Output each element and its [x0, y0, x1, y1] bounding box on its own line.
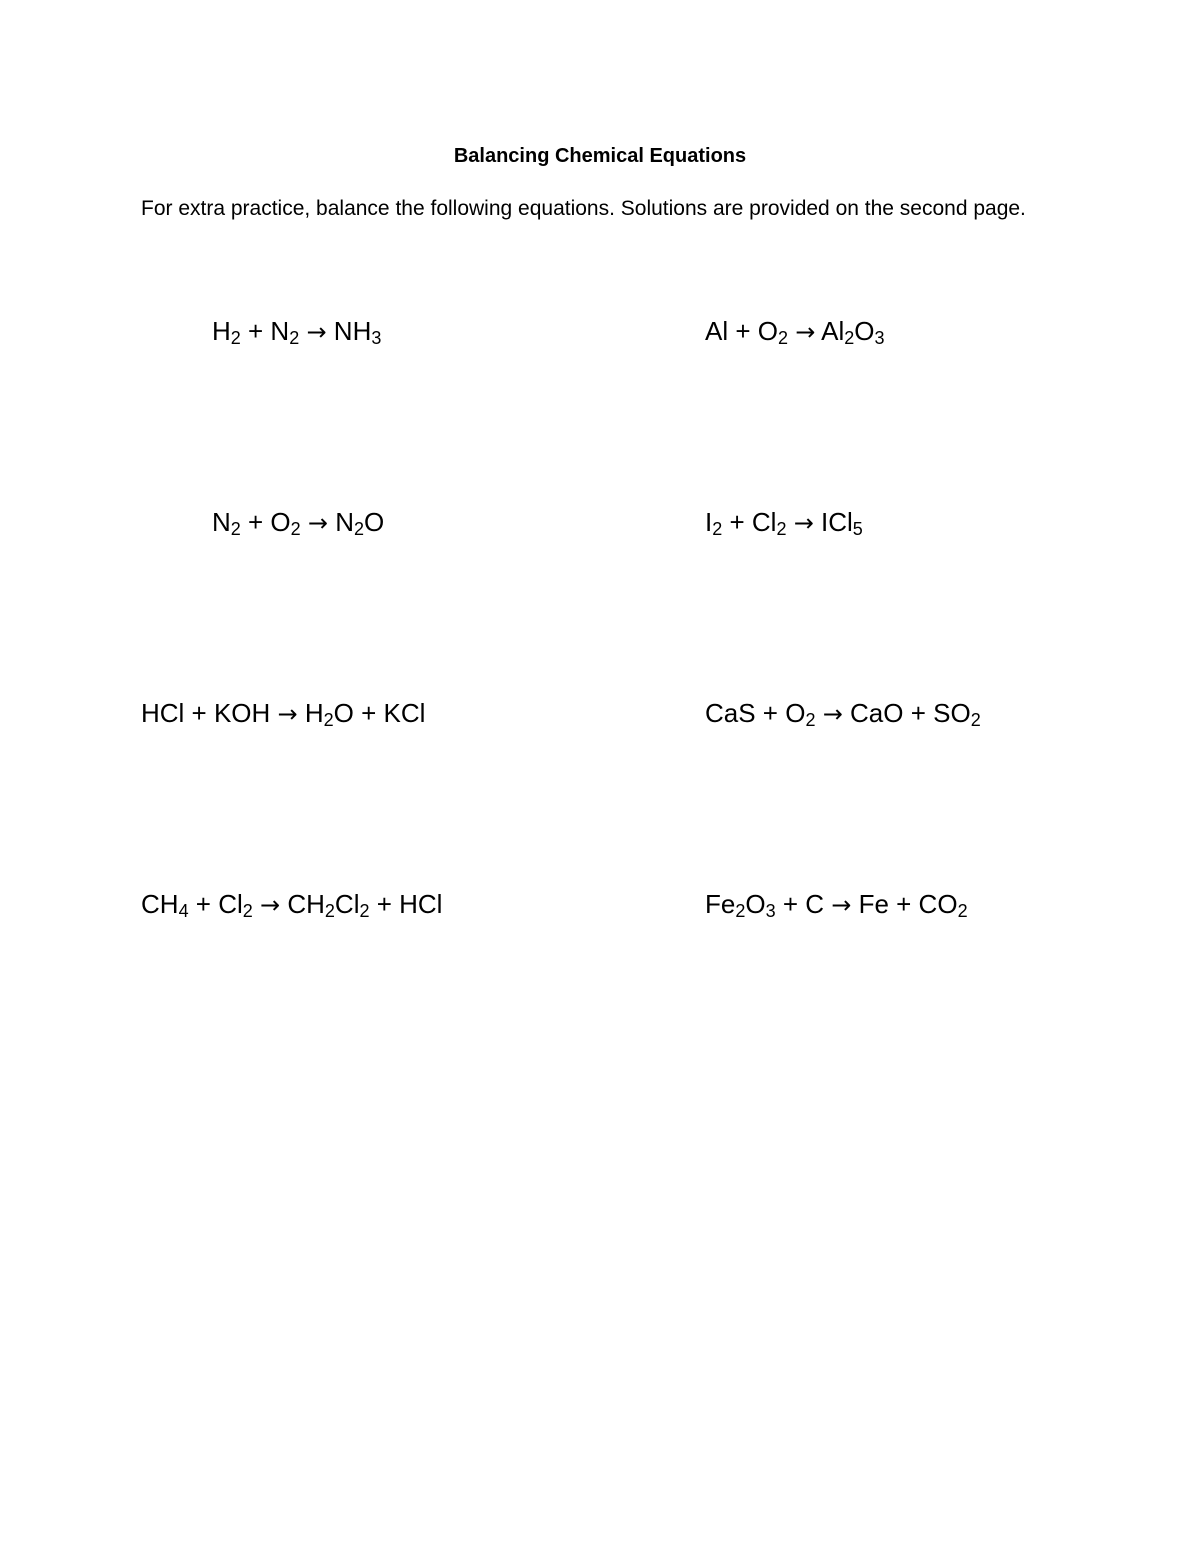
- reaction-arrow-icon: →: [260, 891, 281, 919]
- equation-5: HCl + KOH → $H_2O$ + KCl: [141, 698, 426, 730]
- reaction-arrow-icon: →: [277, 700, 298, 728]
- reaction-arrow-icon: →: [793, 509, 814, 537]
- equation-8: $Fe_2O_3 + C \to Fe + CO_2$: [705, 889, 968, 921]
- equation-6: CaS + $O_2$ → CaO + $SO_2$: [705, 698, 981, 730]
- reaction-arrow-icon: →: [307, 509, 329, 537]
- reaction-arrow-icon: →: [822, 700, 843, 728]
- page-title: Balancing Chemical Equations: [453, 145, 747, 167]
- reaction-arrow-icon: →: [306, 318, 327, 346]
- instructions-text: For extra practice, balance the following equations. Solutions are provided on the second page.: [141, 197, 1026, 220]
- equation-2: $Al + O_2 \to Al_2O_3$: [705, 316, 885, 348]
- reaction-arrow-icon: →: [795, 318, 816, 346]
- reaction-arrow-icon: →: [831, 891, 852, 919]
- equation-7: $CH_4 + Cl_2 \to CH_2Cl_2$ + HCl: [141, 889, 443, 921]
- equation-1: $H_2 + N_2 \to NH_3$: [212, 316, 382, 348]
- equation-4: $I_2 + Cl_2 \to ICl_5$: [705, 507, 863, 539]
- equation-3: $N_2 + O_2 \to N_2O$: [212, 507, 385, 539]
